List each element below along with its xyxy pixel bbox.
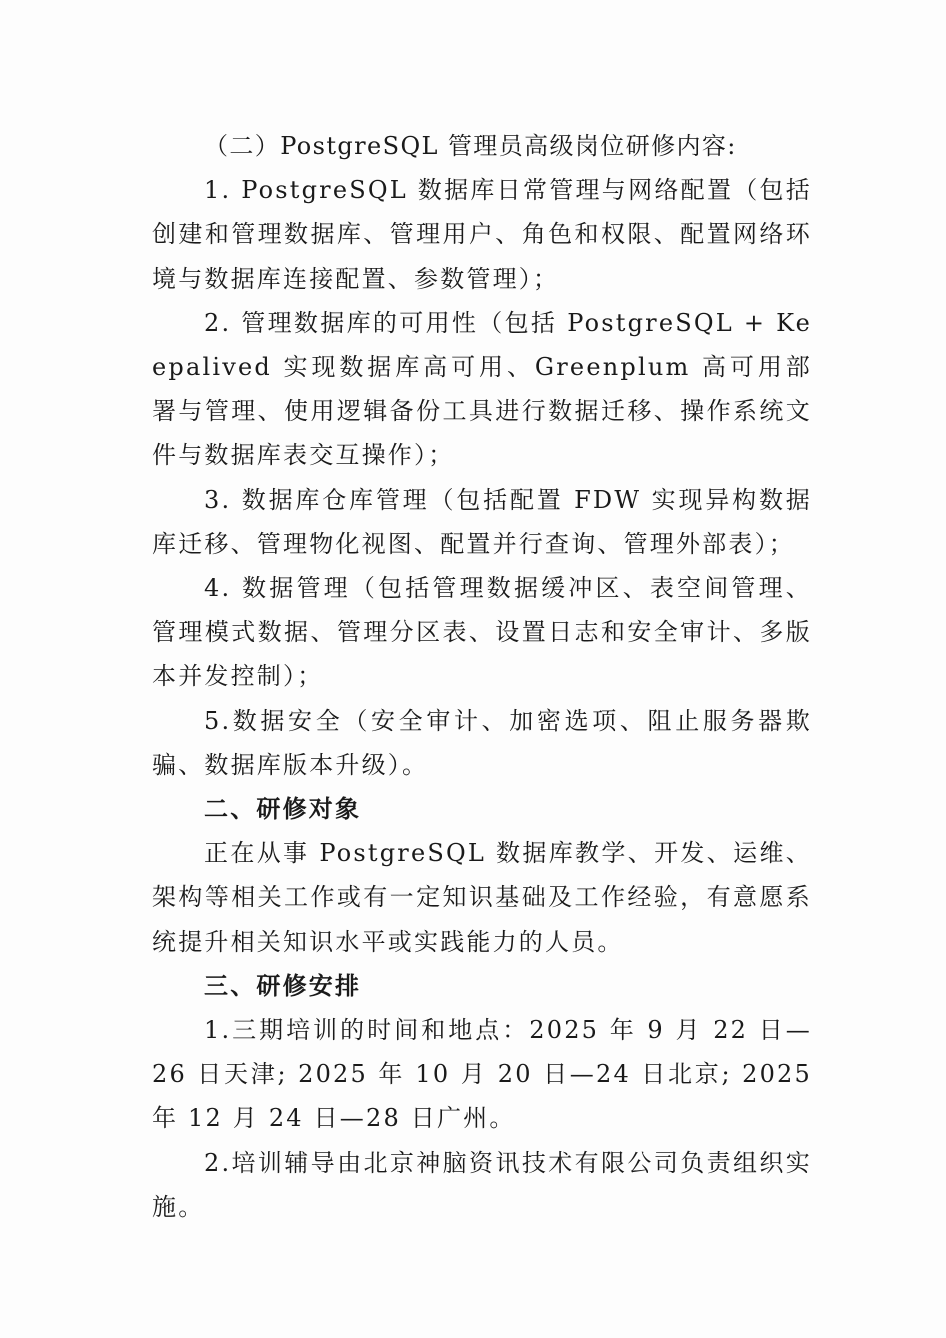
content-item-1: 1. PostgreSQL 数据库日常管理与网络配置（包括创建和管理数据库、管理用户、角色和权限、配置网络环境与数据库连接配置、参数管理）； bbox=[152, 176, 812, 293]
content-item-2: 2. 管理数据库的可用性（包括 PostgreSQL + Keepalived 实现数据库高可用、Greenplum 高可用部署与管理、使用逻辑备份工具进行数据迁移、操作系统文件与数据库表交互操作）； bbox=[152, 308, 812, 470]
content-item-3: 3. 数据库仓库管理（包括配置 FDW 实现异构数据库迁移、管理物化视图、配置并行查询、管理外部表）； bbox=[152, 485, 812, 558]
targets-paragraph: 正在从事 PostgreSQL 数据库教学、开发、运维、架构等相关工作或有一定知识基础及工作经验，有意愿系统提升相关知识水平或实践能力的人员。 bbox=[152, 839, 812, 956]
content-item-4: 4. 数据管理（包括管理数据缓冲区、表空间管理、管理模式数据、管理分区表、设置日志和安全审计、多版本并发控制）； bbox=[152, 574, 812, 691]
content-item-5: 5.数据安全（安全审计、加密选项、阻止服务器欺骗、数据库版本升级）。 bbox=[152, 706, 812, 779]
heading-targets: 二、研修对象 bbox=[204, 795, 362, 824]
section-subheading: （二）PostgreSQL 管理员高级岗位研修内容: bbox=[204, 132, 737, 160]
document-body bbox=[152, 124, 812, 1229]
heading-arrangement: 三、研修安排 bbox=[204, 971, 362, 1000]
arrangement-item-1: 1.三期培训的时间和地点：2025 年 9 月 22 日—26 日天津; 2025 年 10 月 20 日—24 日北京; 2025 年 12 月 24 日—28 日广州。 bbox=[152, 1016, 812, 1133]
arrangement-item-2: 2.培训辅导由北京神脑资讯技术有限公司负责组织实施。 bbox=[152, 1148, 812, 1221]
